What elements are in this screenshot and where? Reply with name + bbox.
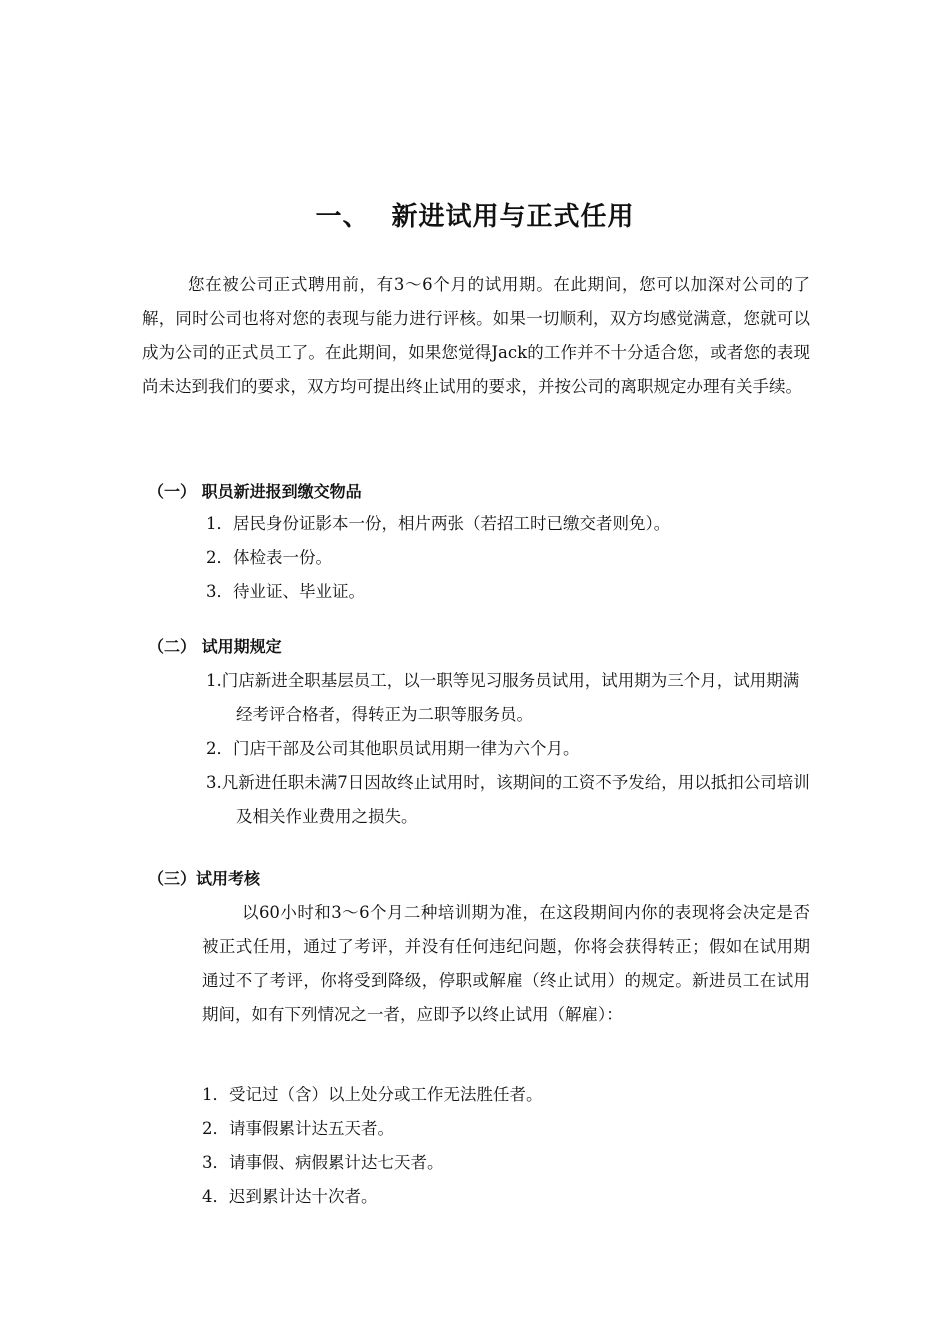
trial-assessment-paragraph: 以60小时和3～6个月二种培训期为准，在这段期间内你的表现将会决定是否被正式任用，通过了考评，并没有任何违纪问题，你将会获得转正；假如在试用期通过不了考评，你将受到降级，停职或解雇（终止试用）的规定。新进员工在试用期间，如有下列情况之一者，应即予以终止试用（解雇）：: [202, 903, 810, 1024]
list-item: 4．迟到累计达十次者。: [202, 1187, 378, 1206]
section-3-list: [202, 1078, 808, 1214]
list-item: 2．体检表一份。: [206, 548, 332, 567]
section-heading-3: （三）试用考核: [148, 869, 261, 888]
chapter-title-text: 新进试用与正式任用: [391, 202, 635, 232]
chapter-title: [0, 196, 950, 233]
section-heading-1: （一） 职员新进报到缴交物品: [148, 482, 362, 501]
list-item: 2．请事假累计达五天者。: [202, 1119, 394, 1138]
list-item: 2．门店干部及公司其他职员试用期一律为六个月。: [206, 739, 580, 758]
list-item: 3．待业证、毕业证。: [206, 582, 365, 601]
list-item: 1．居民身份证影本一份，相片两张（若招工时已缴交者则免）。: [206, 514, 671, 533]
list-item: 3．请事假、病假累计达七天者。: [202, 1153, 444, 1172]
intro-paragraph: 您在被公司正式聘用前，有3～6个月的试用期。在此期间，您可以加深对公司的了解，同时公司也将对您的表现与能力进行评核。如果一切顺利，双方均感觉满意，您就可以成为公司的正式员工了。在此期间，如果您觉得Jack的工作并不十分适合您，或者您的表现尚未达到我们的要求，双方均可提出终止试用的要求，并按公司的离职规定办理有关手续。: [142, 275, 810, 396]
section-heading-2: （二） 试用期规定: [148, 637, 282, 656]
list-item: 3.凡新进任职未满7日因故终止试用时，该期间的工资不予发给，用以抵扣公司培训及相关作业费用之损失。: [206, 773, 810, 826]
chapter-number: 一、: [315, 202, 370, 232]
section-1-list: [206, 507, 812, 609]
section-2-list: [206, 664, 812, 834]
list-item: 1．受记过（含）以上处分或工作无法胜任者。: [202, 1085, 543, 1104]
list-item: 1.门店新进全职基层员工，以一职等见习服务员试用，试用期为三个月，试用期满经考评合格者，得转正为二职等服务员。: [206, 671, 800, 724]
